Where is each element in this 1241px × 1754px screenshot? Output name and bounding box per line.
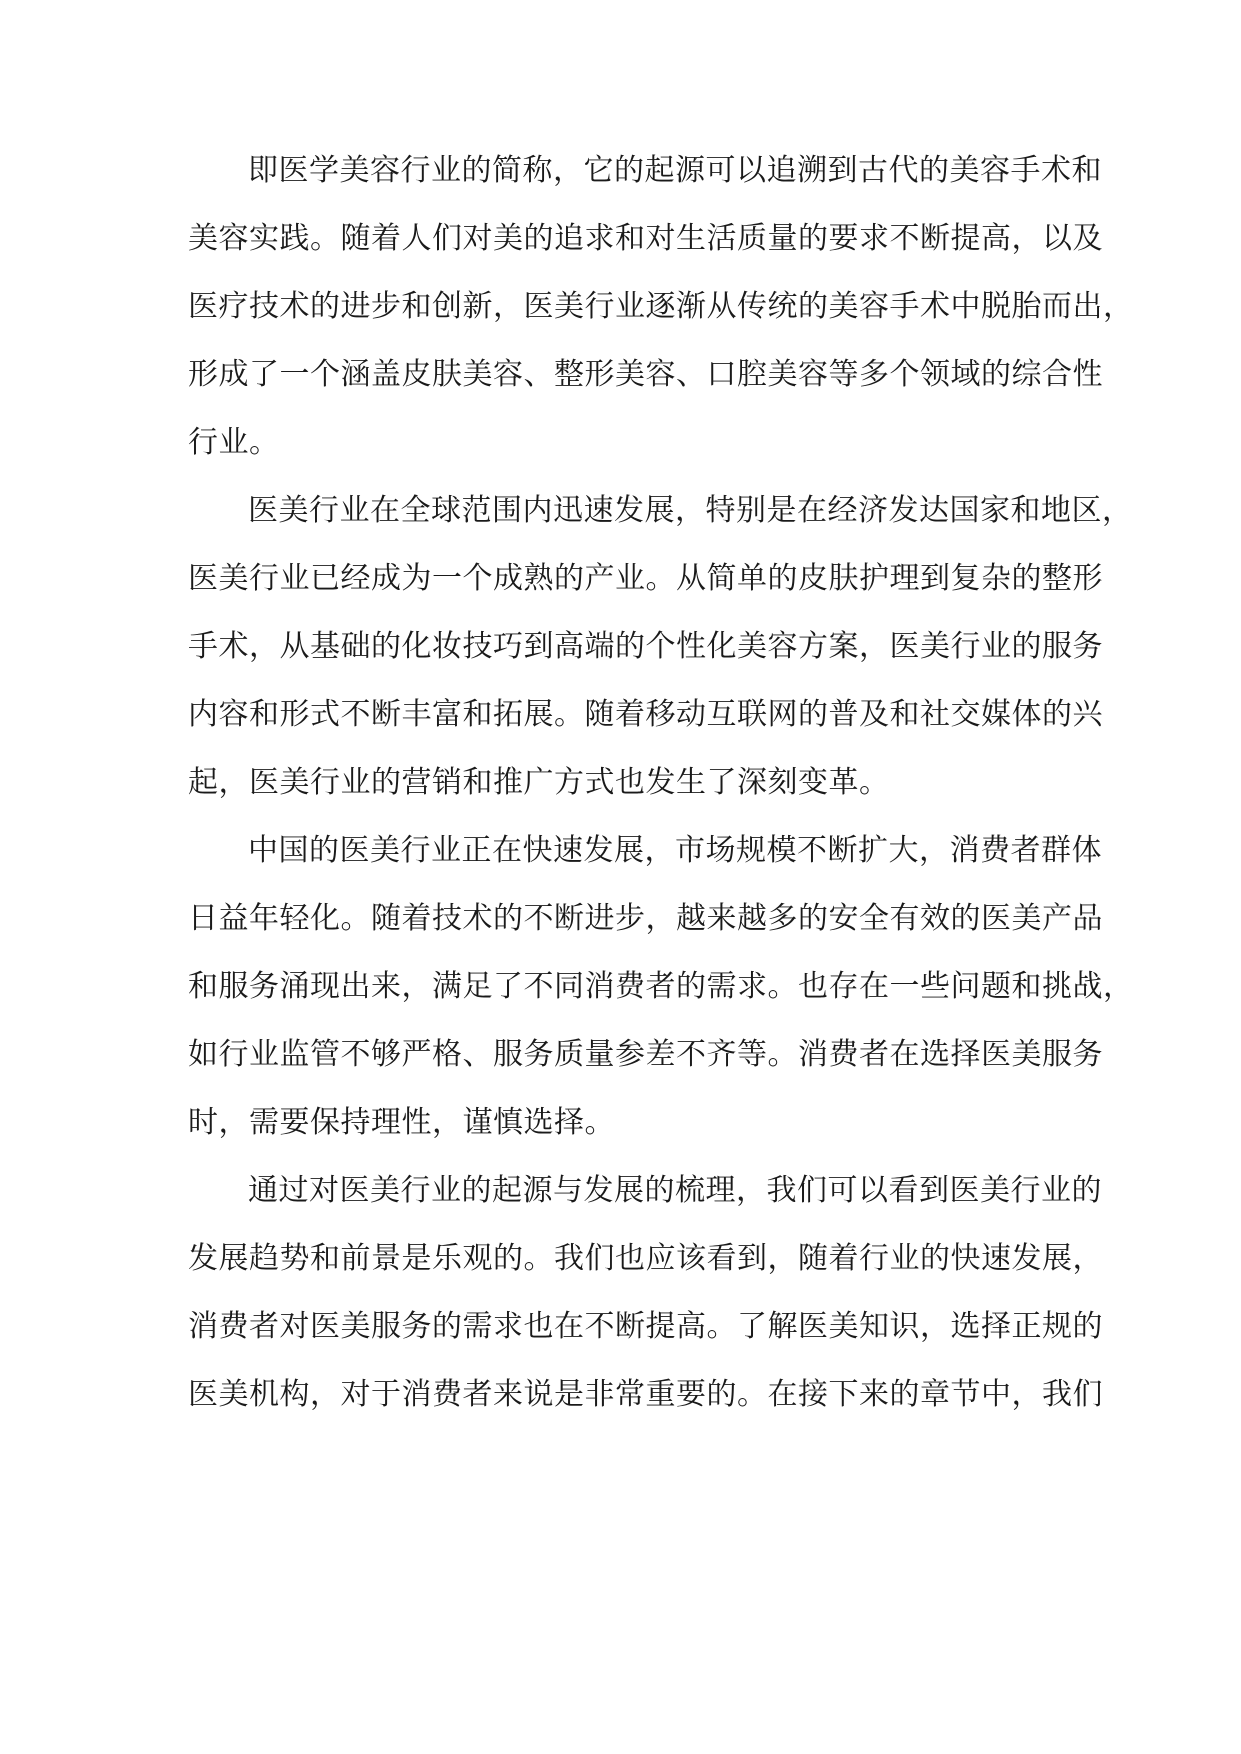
paragraph-line: 医疗技术的进步和创新，医美行业逐渐从传统的美容手术中脱胎而出，: [188, 289, 1134, 324]
paragraph-china-market: [188, 823, 1134, 1163]
paragraph-line: 和服务涌现出来，满足了不同消费者的需求。也存在一些问题和挑战，: [188, 969, 1134, 1004]
paragraph-line: 起，医美行业的营销和推广方式也发生了深刻变革。: [188, 765, 890, 800]
paragraph-line: 日益年轻化。随着技术的不断进步，越来越多的安全有效的医美产品: [188, 901, 1103, 936]
paragraph-line: 医美行业在全球范围内迅速发展，特别是在经济发达国家和地区，: [248, 493, 1133, 528]
paragraph-line: 行业。: [188, 425, 280, 460]
paragraph-global-development: [188, 483, 1133, 823]
paragraph-line: 内容和形式不断丰富和拓展。随着移动互联网的普及和社交媒体的兴: [188, 697, 1103, 732]
paragraph-line: 医美行业已经成为一个成熟的产业。从简单的皮肤护理到复杂的整形: [188, 561, 1103, 596]
paragraph-line: 通过对医美行业的起源与发展的梳理，我们可以看到医美行业的: [248, 1173, 1102, 1208]
paragraph-summary: [188, 1163, 1103, 1435]
paragraph-line: 手术，从基础的化妆技巧到高端的个性化美容方案，医美行业的服务: [188, 629, 1103, 664]
paragraph-line: 形成了一个涵盖皮肤美容、整形美容、口腔美容等多个领域的综合性: [188, 357, 1103, 392]
paragraph-line: 消费者对医美服务的需求也在不断提高。了解医美知识，选择正规的: [188, 1309, 1103, 1344]
paragraph-line: 医美机构，对于消费者来说是非常重要的。在接下来的章节中，我们: [188, 1377, 1103, 1412]
document-body: [188, 143, 1134, 1435]
paragraph-line: 时，需要保持理性，谨慎选择。: [188, 1105, 615, 1140]
paragraph-origin: [188, 143, 1134, 483]
paragraph-line: 发展趋势和前景是乐观的。我们也应该看到，随着行业的快速发展，: [188, 1241, 1103, 1276]
paragraph-line: 如行业监管不够严格、服务质量参差不齐等。消费者在选择医美服务: [188, 1037, 1103, 1072]
paragraph-line: 中国的医美行业正在快速发展，市场规模不断扩大，消费者群体: [248, 833, 1102, 868]
paragraph-line: 美容实践。随着人们对美的追求和对生活质量的要求不断提高，以及: [188, 221, 1103, 256]
paragraph-line: 即医学美容行业的简称，它的起源可以追溯到古代的美容手术和: [248, 153, 1102, 188]
